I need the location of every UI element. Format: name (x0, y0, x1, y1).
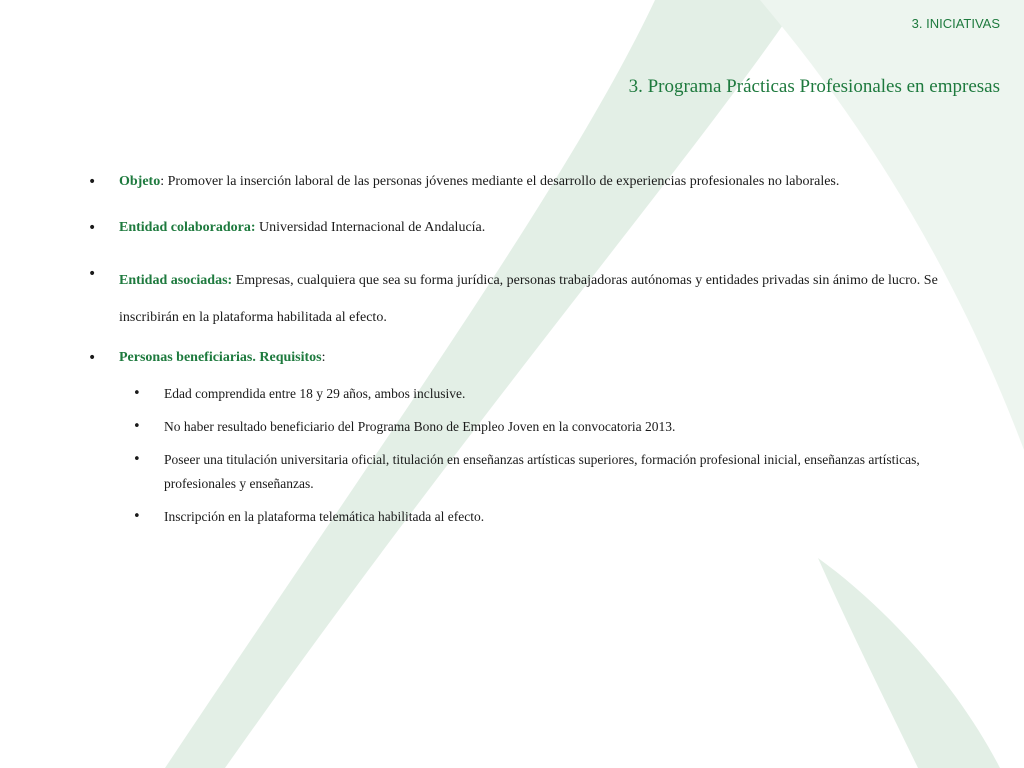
bullet-separator: : (160, 174, 165, 189)
requisito-item: • Inscripción en la plataforma telemática habilitada al efecto. (133, 505, 968, 529)
requisito-item: • No haber resultado beneficiario del Programa Bono de Empleo Joven en la convocatoria 2013. (133, 415, 968, 439)
bullet-entidad-asociadas (88, 262, 968, 336)
bullet-term: Entidad asociadas: (119, 273, 233, 288)
bullet-text: Universidad Internacional de Andalucía. (255, 220, 486, 235)
bullet-text: Empresas, cualquiera que sea su forma jurídica, personas trabajadoras autónomas y entidades privadas sin ánimo de lucro. Se inscribirán en la plataforma habilitada al efecto. (119, 273, 938, 325)
watermark-leaf (818, 558, 1000, 768)
slide-title: 3. Programa Prácticas Profesionales en empresas (628, 76, 1000, 97)
bullet-objeto (88, 170, 968, 194)
bullet-term: Objeto (119, 174, 161, 189)
requisitos-list (119, 382, 968, 529)
bullet-personas-beneficiarias (88, 346, 968, 529)
requisito-item: • Poseer una titulación universitaria oficial, titulación en enseñanzas artísticas superiores, formación profesional inicial, enseñanzas artísticas, profesionales y enseñanzas. (133, 448, 968, 496)
bullet-term: Personas beneficiarias. Requisitos (119, 350, 322, 365)
requisito-item: • Edad comprendida entre 18 y 29 años, ambos inclusive. (133, 382, 968, 406)
bullet-entidad-colaboradora (88, 216, 968, 240)
slide-content (88, 170, 968, 551)
bullet-list (88, 170, 968, 529)
bullet-term: Entidad colaboradora: (119, 220, 256, 235)
bullet-text: Promover la inserción laboral de las personas jóvenes mediante el desarrollo de experiencias profesionales no laborales. (164, 174, 840, 189)
bullet-separator: : (321, 350, 326, 365)
section-label: 3. INICIATIVAS (911, 16, 1000, 31)
